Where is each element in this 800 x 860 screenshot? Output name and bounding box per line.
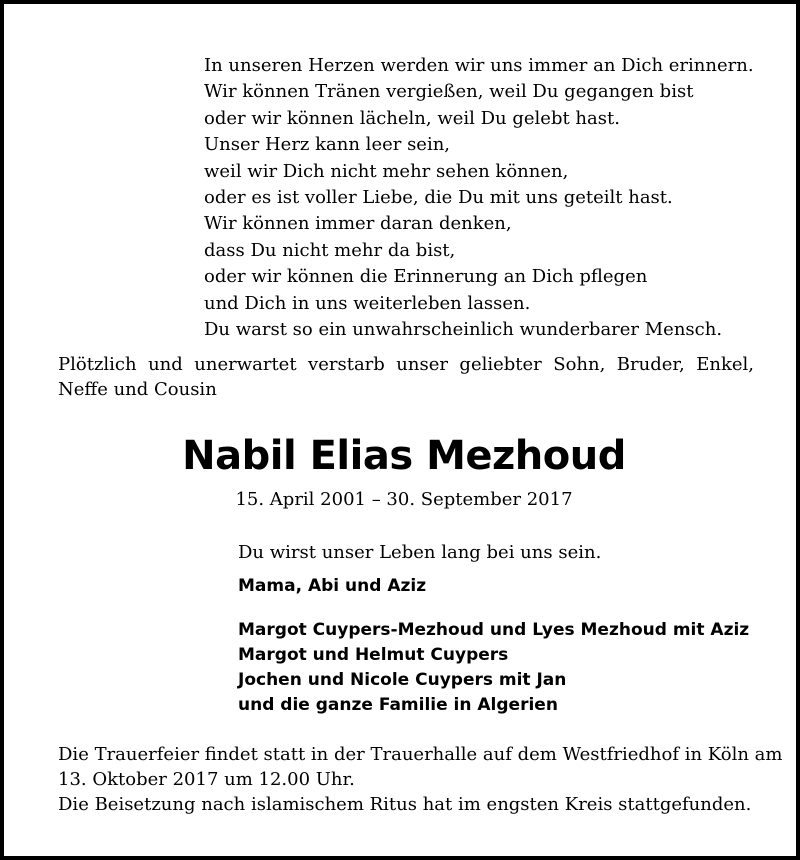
poem-line: oder es ist voller Liebe, die Du mit uns geteilt hast. xyxy=(204,187,673,209)
poem-line: Wir können immer daran denken, xyxy=(204,213,512,235)
memorial-poem xyxy=(204,53,754,343)
poem-line: Wir können Tränen vergießen, weil Du gegangen bist xyxy=(204,81,694,103)
relatives-list xyxy=(238,618,749,718)
farewell-line: Du wirst unser Leben lang bei uns sein. xyxy=(238,542,602,563)
poem-line: oder wir können lächeln, weil Du gelebt hast. xyxy=(204,107,620,129)
poem-line: weil wir Dich nicht mehr sehen können, xyxy=(204,160,569,182)
poem-line: Unser Herz kann leer sein, xyxy=(204,134,451,156)
poem-line: In unseren Herzen werden wir uns immer an Dich erinnern. xyxy=(204,55,754,76)
funeral-line: Die Trauerfeier findet statt in der Trauerhalle auf dem Westfriedhof in Köln am xyxy=(58,744,783,765)
relative-line: Margot und Helmut Cuypers xyxy=(238,645,509,665)
poem-line: und Dich in uns weiterleben lassen. xyxy=(204,292,531,314)
deceased-name: Nabil Elias Mezhoud xyxy=(182,433,626,479)
immediate-family: Mama, Abi und Aziz xyxy=(238,576,427,596)
life-dates: 15. April 2001 – 30. September 2017 xyxy=(235,489,573,510)
funeral-line: Die Beisetzung nach islamischem Ritus hat im engsten Kreis stattgefunden. xyxy=(58,794,752,815)
poem-line: Du warst so ein unwahrscheinlich wunderbarer Mensch. xyxy=(204,319,723,341)
funeral-details xyxy=(58,742,783,817)
death-announcement: Plötzlich und unerwartet verstarb unser geliebter Sohn, Bruder, Enkel, Neffe und Cousin xyxy=(58,354,754,400)
funeral-line: 13. Oktober 2017 um 12.00 Uhr. xyxy=(58,769,355,790)
relative-line: und die ganze Familie in Algerien xyxy=(238,695,558,715)
poem-line: dass Du nicht mehr da bist, xyxy=(204,239,456,261)
poem-line: oder wir können die Erinnerung an Dich pflegen xyxy=(204,266,648,288)
relative-line: Margot Cuypers-Mezhoud und Lyes Mezhoud mit Aziz xyxy=(238,620,750,640)
relative-line: Jochen und Nicole Cuypers mit Jan xyxy=(238,670,567,690)
